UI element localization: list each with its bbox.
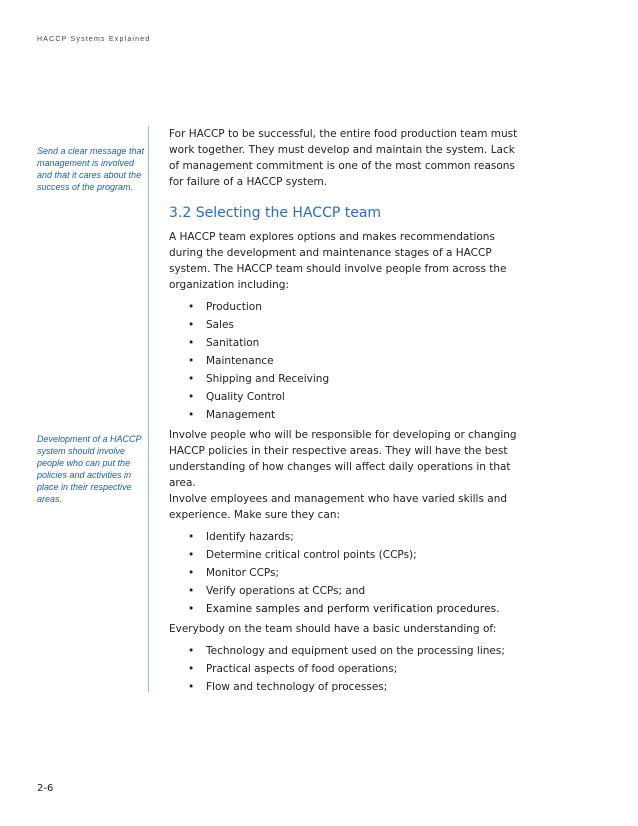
sidenote-development: Development of a HACCP system should involve people who can put the policies and activities in place in their respective areas. xyxy=(37,434,142,504)
team-paragraph: A HACCP team explores options and makes recommendations during the development and maintenance stages of a HACCP system. The HACCP team should involve people from across the organization including: xyxy=(169,231,507,291)
list-item: • Examine samples and perform verification procedures. xyxy=(169,600,519,618)
list-item: • Sanitation xyxy=(169,334,519,352)
list-item: • Production xyxy=(169,298,519,316)
sidenote-management: Send a clear message that management is involved and that it cares about the success of the program. xyxy=(37,146,145,192)
list-item: • Maintenance xyxy=(169,352,519,370)
list-item: • Practical aspects of food operations; xyxy=(169,660,519,678)
list-item: • Determine critical control points (CCPs); xyxy=(169,546,519,564)
main-content xyxy=(169,126,519,699)
page-number: 2-6 xyxy=(37,783,54,794)
list-item: • Verify operations at CCPs; and xyxy=(169,582,519,600)
margin-rule xyxy=(148,126,149,692)
list-item: • Identify hazards; xyxy=(169,528,519,546)
list-item: • Quality Control xyxy=(169,388,519,406)
list-item: • Flow and technology of processes; xyxy=(169,678,519,696)
areas-list xyxy=(169,298,519,424)
section-heading: 3.2 Selecting the HACCP team xyxy=(169,205,382,221)
intro-paragraph: For HACCP to be successful, the entire food production team must work together. They must develop and maintain the system. Lack of management commitment is one of the most common reasons for failure of a HACCP system. xyxy=(169,128,518,188)
list-item: • Monitor CCPs; xyxy=(169,564,519,582)
tasks-list xyxy=(169,528,519,618)
list-item: • Management xyxy=(169,406,519,424)
responsibility-paragraph: Involve people who will be responsible for developing or changing HACCP policies in their respective areas. They will have the best understanding of how changes will affect daily operations in that area. xyxy=(169,429,517,489)
knowledge-list xyxy=(169,642,519,696)
skills-paragraph: Involve employees and management who have varied skills and experience. Make sure they can: xyxy=(169,493,508,521)
list-item: • Shipping and Receiving xyxy=(169,370,519,388)
understanding-paragraph: Everybody on the team should have a basic understanding of: xyxy=(169,623,497,635)
running-header: HACCP Systems Explained xyxy=(37,36,151,43)
list-item: • Technology and equipment used on the processing lines; xyxy=(169,642,519,660)
list-item: • Sales xyxy=(169,316,519,334)
